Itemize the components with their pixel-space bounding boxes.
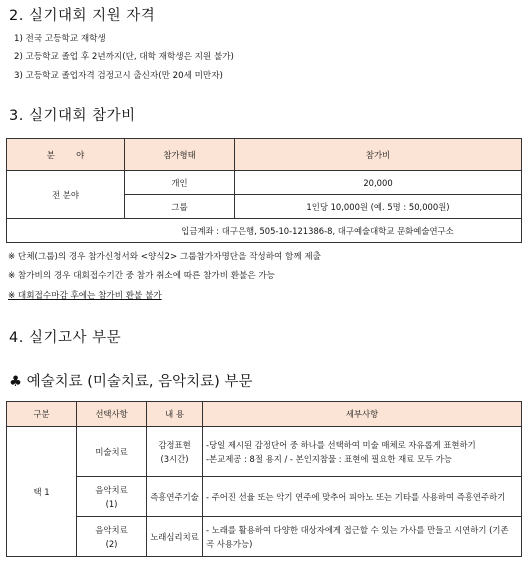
section-2-title: 2. 실기대회 지원 자격 [9, 8, 156, 24]
choice-music-therapy-2-line2: (2) [105, 538, 118, 549]
fee-header-type: 참가형태 [125, 139, 235, 171]
content-art-therapy-line2: (3시간) [160, 453, 189, 464]
content-improvisation: 즉흥연주기술 [147, 477, 203, 517]
choice-music-therapy-2 [77, 517, 147, 557]
exam-group-cell: 택 1 [7, 427, 77, 557]
fee-note-1: ※ 단체(그룹)의 경우 참가신청서와 <양식2> 그룹참가자명단을 작성하여 함께 제출 [8, 252, 321, 262]
art-therapy-heading [9, 370, 252, 391]
fee-note-2: ※ 참가비의 경우 대회접수기간 중 참가 취소에 따른 참가비 환불은 가능 [8, 271, 275, 281]
fee-individual: 20,000 [235, 171, 522, 195]
choice-music-therapy-1-line1: 음악치료 [95, 484, 128, 495]
details-song-psychotherapy: - 노래를 활용하여 다양한 대상자에게 접근할 수 있는 가사를 만들고 시연하기 (기존 곡 사용가능) [203, 517, 522, 557]
club-icon: ♣ [9, 374, 22, 390]
section-4-title: 4. 실기고사 부문 [9, 330, 122, 346]
fee-header-field: 분 야 [7, 139, 125, 171]
fee-field-cell: 전 분야 [7, 171, 125, 219]
eligibility-item-1: 1) 전국 고등학교 재학생 [14, 34, 106, 44]
exam-header-group: 구분 [7, 402, 77, 427]
details-art-therapy-line2: -본교제공 : 8절 용지 / - 본인지참물 : 표현에 필요한 재료 모두 가능 [206, 453, 452, 464]
exam-header-details: 세부사항 [203, 402, 522, 427]
exam-header-choice: 선택사항 [77, 402, 147, 427]
fee-note-3: ※ 대회접수마감 후에는 참가비 환불 불가 [8, 291, 162, 301]
choice-music-therapy-2-line1: 음악치료 [95, 524, 128, 535]
account-info: 입금계좌 : 대구은행, 505-10-121386-8, 대구예술대학교 문화예술연구소 [7, 219, 522, 243]
exam-header-content: 내 용 [147, 402, 203, 427]
section-3-title: 3. 실기대회 참가비 [9, 108, 136, 124]
details-improvisation: - 주어진 선율 또는 악기 연주에 맞추어 피아노 또는 기타를 사용하여 즉흥연주하기 [203, 477, 522, 517]
exam-table [6, 401, 522, 557]
fee-group: 1인당 10,000원 (예. 5명 : 50,000원) [235, 195, 522, 219]
fee-type-individual: 개인 [125, 171, 235, 195]
choice-art-therapy: 미술치료 [77, 427, 147, 477]
details-art-therapy-line1: -당일 제시된 감정단어 중 하나를 선택하여 미술 매체로 자유롭게 표현하기 [206, 439, 476, 450]
fee-table [6, 138, 522, 243]
fee-type-group: 그룹 [125, 195, 235, 219]
content-art-therapy-line1: 감정표현 [158, 439, 191, 450]
choice-music-therapy-1-line2: (1) [105, 498, 118, 509]
choice-music-therapy-1 [77, 477, 147, 517]
fee-header-fee: 참가비 [235, 139, 522, 171]
art-therapy-title: 예술치료 (미술치료, 음악치료) 부문 [26, 374, 253, 390]
eligibility-item-3: 3) 고등학교 졸업자격 검정고시 출신자(만 20세 미만자) [14, 71, 223, 81]
details-art-therapy [203, 427, 522, 477]
content-art-therapy [147, 427, 203, 477]
content-song-psychotherapy: 노래심리치료 [147, 517, 203, 557]
eligibility-item-2: 2) 고등학교 졸업 후 2년까지(단, 대학 재학생은 지원 불가) [14, 52, 234, 62]
